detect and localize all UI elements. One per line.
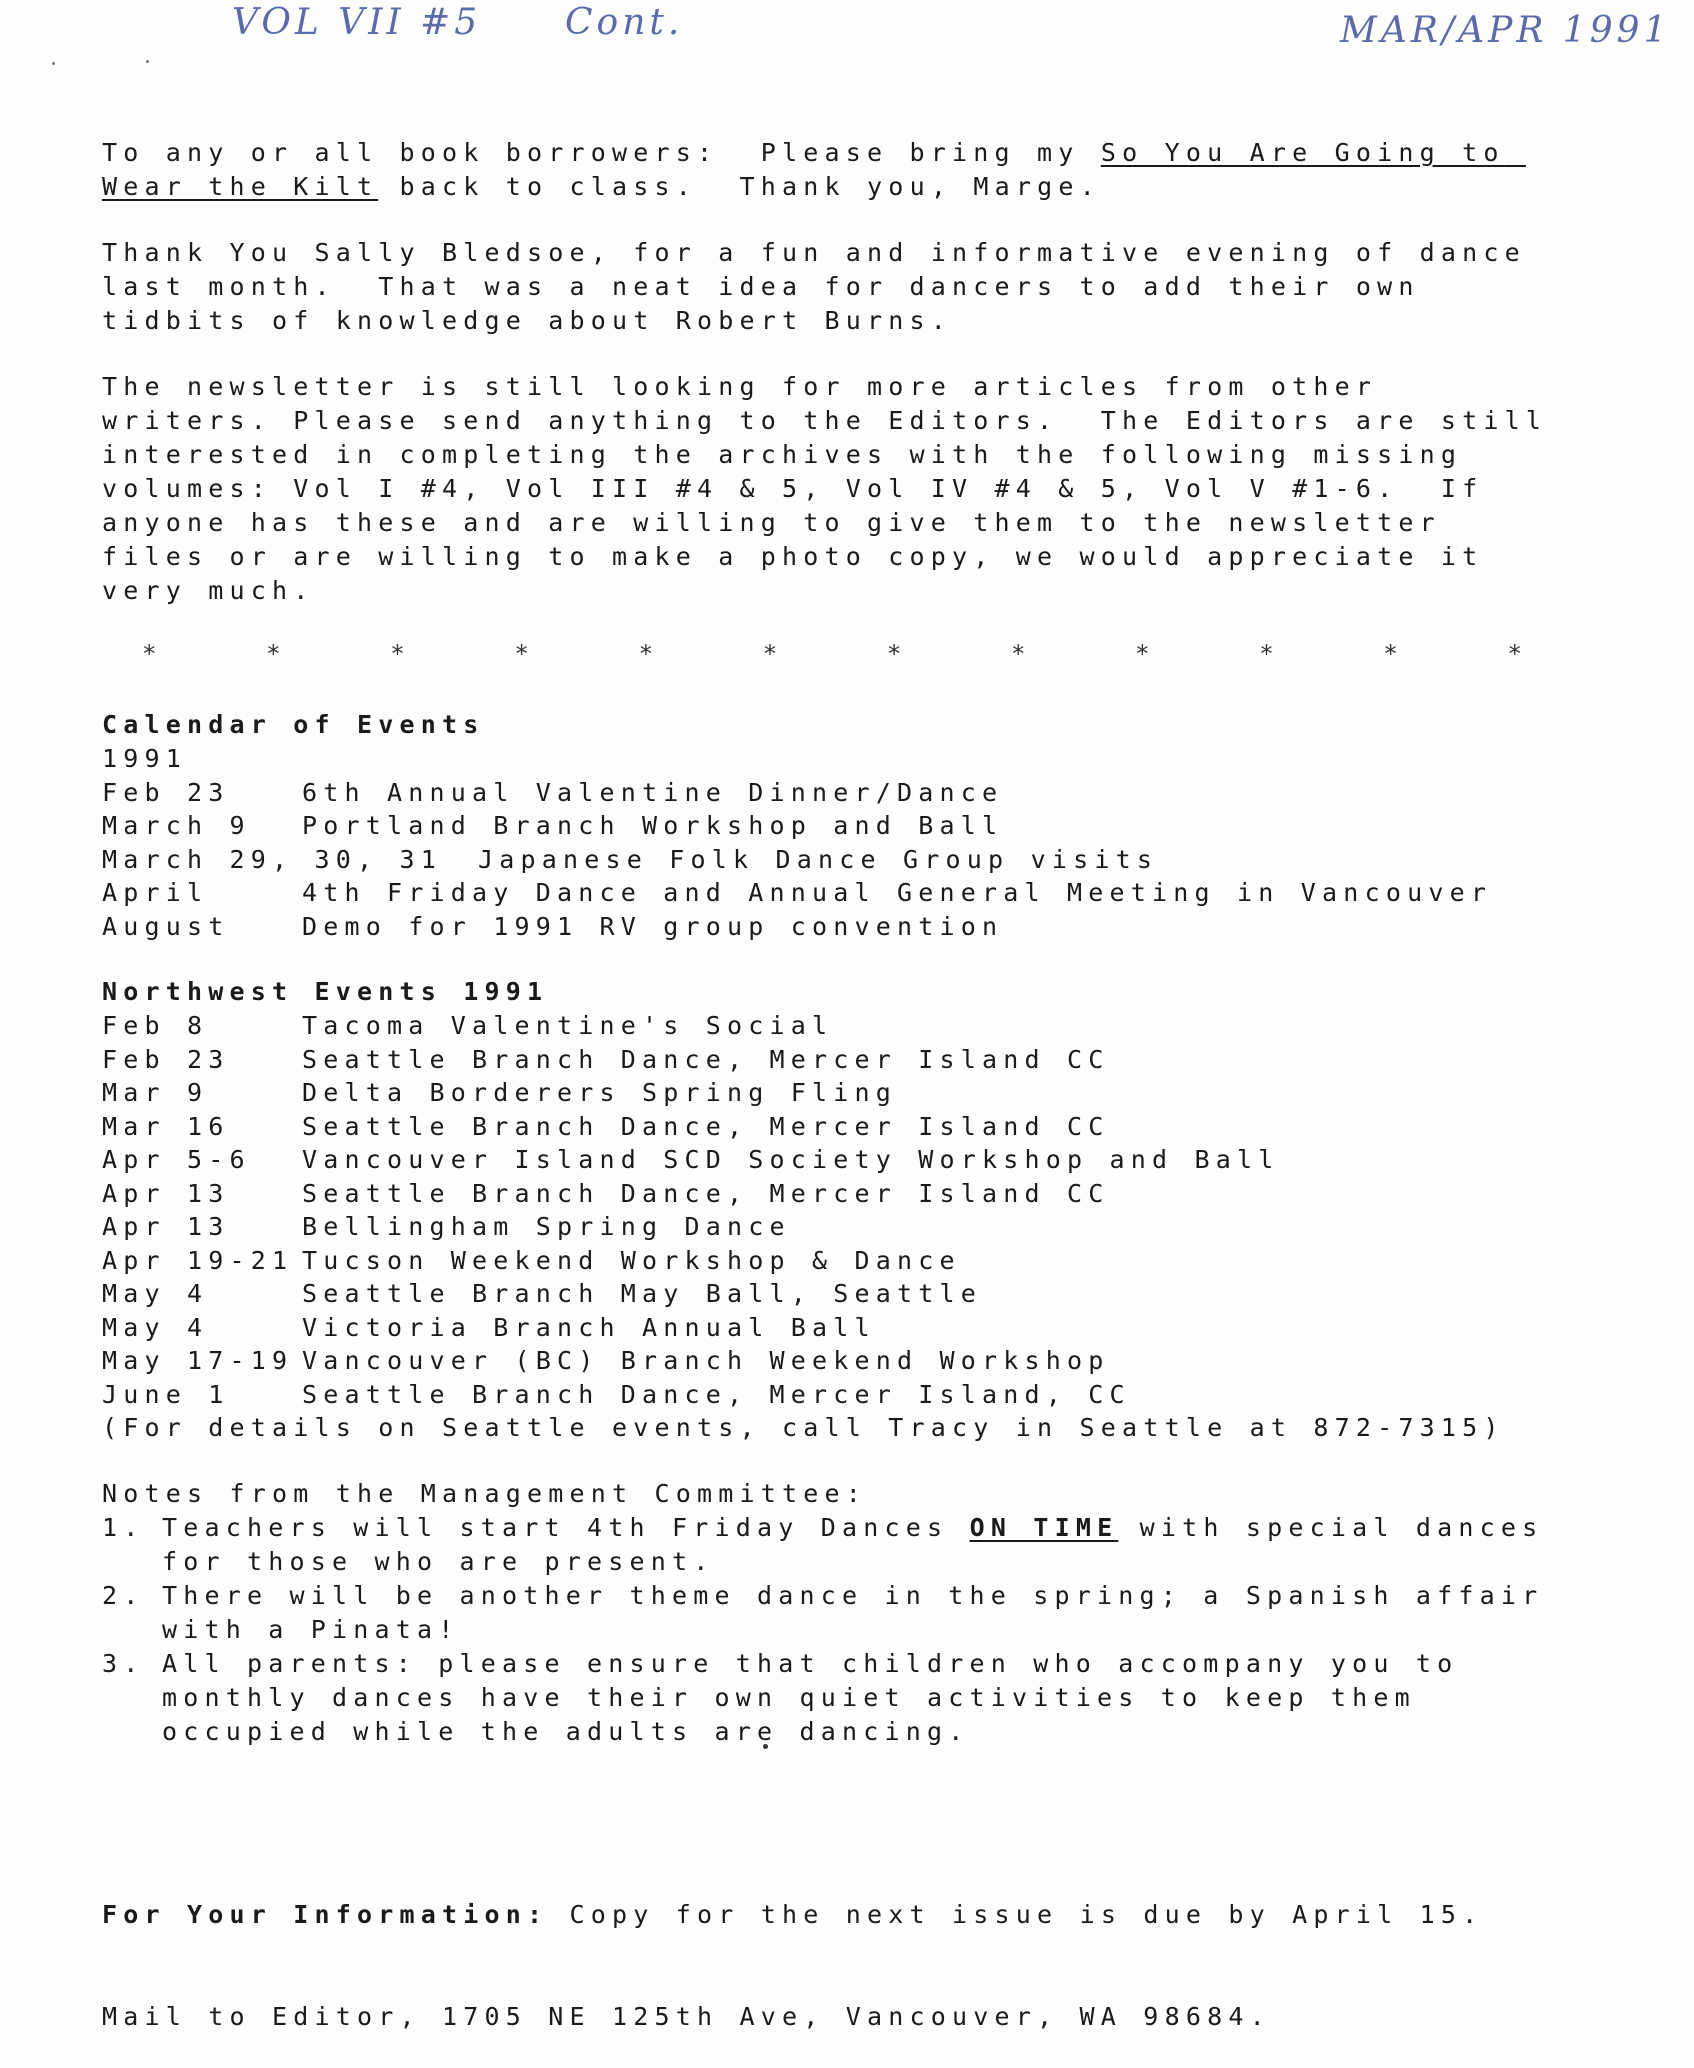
event-date: Mar 9 bbox=[102, 1078, 209, 1107]
northwest-event bbox=[102, 1244, 1562, 1278]
volume-annotation: VOL VII #5 bbox=[232, 2, 482, 43]
event-date: Feb 8 bbox=[102, 1011, 209, 1040]
separator-star: * bbox=[266, 640, 281, 668]
calendar-section bbox=[102, 708, 1562, 943]
management-heading: Notes from the Management Committee: bbox=[102, 1478, 868, 1508]
separator-star: * bbox=[762, 640, 778, 668]
event-date: Mar 16 bbox=[102, 1111, 230, 1141]
event-title: Seattle Branch Dance, Mercer Island CC bbox=[302, 1044, 1110, 1074]
northwest-heading: Northwest Events 1991 bbox=[102, 977, 549, 1006]
event-title: Seattle Branch Dance, Mercer Island CC bbox=[302, 1178, 1110, 1208]
event-date: Feb 23 bbox=[102, 777, 230, 807]
event-title: Japanese Folk Dance Group visits bbox=[478, 844, 1159, 874]
fyi-block bbox=[102, 1830, 1562, 2068]
cont-annotation: Cont. bbox=[565, 2, 684, 43]
event-date: May 17-19 bbox=[102, 1346, 294, 1375]
event-title: Portland Branch Workshop and Ball bbox=[302, 811, 1004, 840]
event-date: Apr 13 bbox=[102, 1178, 230, 1208]
fyi-text: Copy for the next issue is due by April 15. bbox=[548, 1900, 1484, 1929]
event-title: Victoria Branch Annual Ball bbox=[302, 1312, 876, 1342]
book-notice bbox=[102, 136, 1562, 204]
fyi-line-1 bbox=[102, 1898, 1562, 1932]
calendar-event bbox=[102, 843, 1562, 877]
calendar-event bbox=[102, 910, 1562, 944]
note-text: There will be another theme dance in the spring; a Spanish affair with a Pinata! bbox=[162, 1580, 1544, 1644]
management-section bbox=[102, 1477, 1562, 1749]
event-date: June 1 bbox=[102, 1379, 230, 1409]
note-emphasis: ON TIME bbox=[969, 1512, 1119, 1542]
note-text bbox=[162, 1511, 1562, 1579]
event-date: Apr 19-21 bbox=[102, 1245, 294, 1275]
book-notice-suffix: back to class. Thank you, Marge. bbox=[378, 172, 1101, 201]
separator-star: * bbox=[1010, 640, 1026, 668]
note-number: 2. bbox=[102, 1580, 145, 1610]
separator-star: * bbox=[514, 640, 529, 668]
note-text-part: with special dances for those who are present. bbox=[162, 1512, 1544, 1576]
northwest-footnote: (For details on Seattle events, call Tracy in Seattle at 872-7315) bbox=[102, 1413, 1505, 1442]
book-title: So You Are Going to Wear the Kilt bbox=[102, 138, 1526, 201]
management-note bbox=[102, 1647, 1562, 1749]
newsletter-page bbox=[102, 136, 1569, 1781]
separator-star: * bbox=[886, 640, 902, 668]
separator-star: * bbox=[1135, 640, 1150, 668]
event-title: Seattle Branch May Ball, Seattle bbox=[302, 1279, 983, 1308]
thanks-paragraph: Thank You Sally Bledsoe, for a fun and informative evening of dance last month. That was a neat idea for dancers to add their own tidbits of knowledge about Robert Burns. bbox=[102, 238, 1548, 335]
separator-star: * bbox=[390, 640, 405, 668]
event-title: 4th Friday Dance and Annual General Meeting in Vancouver bbox=[302, 878, 1493, 907]
northwest-event bbox=[102, 1277, 1562, 1311]
northwest-event bbox=[102, 1110, 1562, 1144]
note-text: All parents: please ensure that children who accompany you to monthly dances have their own quiet activities to keep them occupied while the adults are dancing. bbox=[162, 1648, 1459, 1746]
event-date: Feb 23 bbox=[102, 1044, 230, 1074]
event-title: Delta Borderers Spring Fling bbox=[302, 1078, 898, 1107]
calendar-event bbox=[102, 809, 1562, 843]
event-title: Vancouver Island SCD Society Workshop and Ball bbox=[302, 1145, 1280, 1174]
event-date: August bbox=[102, 911, 230, 941]
calendar-year: 1991 bbox=[102, 744, 188, 773]
separator-star: * bbox=[1259, 640, 1274, 668]
note-number: 3. bbox=[102, 1648, 145, 1678]
star-separator bbox=[142, 640, 1522, 668]
event-title: Tacoma Valentine's Social bbox=[302, 1011, 834, 1040]
event-title: Bellingham Spring Dance bbox=[302, 1212, 791, 1241]
event-title: Tucson Weekend Workshop & Dance bbox=[302, 1245, 961, 1275]
northwest-event bbox=[102, 1076, 1562, 1110]
date-annotation: MAR/APR 1991 bbox=[1340, 10, 1671, 51]
management-note bbox=[102, 1579, 1562, 1647]
note-number: 1. bbox=[102, 1512, 145, 1542]
separator-star: * bbox=[142, 640, 157, 668]
event-date: March 9 bbox=[102, 811, 251, 840]
event-title: Seattle Branch Dance, Mercer Island, CC bbox=[302, 1379, 1131, 1409]
note-text-part: Teachers will start 4th Friday Dances bbox=[162, 1512, 970, 1542]
separator-star: * bbox=[1507, 640, 1522, 668]
separator-star: * bbox=[638, 640, 654, 668]
paper-speck bbox=[146, 60, 149, 63]
northwest-event bbox=[102, 1210, 1562, 1244]
management-note bbox=[102, 1511, 1562, 1579]
northwest-event bbox=[102, 1009, 1562, 1043]
northwest-event bbox=[102, 1378, 1562, 1412]
fyi-line-2: Mail to Editor, 1705 NE 125th Ave, Vancouver, WA 98684. bbox=[102, 2002, 1271, 2031]
event-date: May 4 bbox=[102, 1279, 209, 1308]
calendar-event bbox=[102, 876, 1562, 910]
event-date: Apr 13 bbox=[102, 1212, 230, 1241]
northwest-section bbox=[102, 975, 1562, 1445]
northwest-event bbox=[102, 1311, 1562, 1345]
northwest-event bbox=[102, 1177, 1562, 1211]
event-title: Seattle Branch Dance, Mercer Island CC bbox=[302, 1111, 1110, 1141]
newsletter-paragraph: The newsletter is still looking for more articles from other writers. Please send anything to the Editors. The Editors are still interested in completing the archives with the following missing volumes: Vol I #4, Vol III #4 & 5, Vol IV #4 & 5, Vol V #1-6. If anyone has these and are willing to give them to the newsletter files or are willing to make a photo copy, we would appreciate it very much. bbox=[102, 372, 1569, 605]
fyi-label: For Your Information: bbox=[102, 1900, 549, 1929]
event-title: Demo for 1991 RV group convention bbox=[302, 911, 1004, 941]
event-date: Apr 5-6 bbox=[102, 1145, 251, 1174]
calendar-event bbox=[102, 776, 1562, 810]
separator-star: * bbox=[1383, 640, 1398, 668]
northwest-event bbox=[102, 1143, 1562, 1177]
event-date: March 29, 30, 31 bbox=[102, 844, 443, 874]
paper-speck bbox=[52, 62, 55, 65]
book-notice-prefix: To any or all book borrowers: Please bring my bbox=[102, 138, 1101, 167]
event-date: April bbox=[102, 878, 209, 907]
calendar-heading: Calendar of Events bbox=[102, 710, 485, 739]
northwest-event bbox=[102, 1043, 1562, 1077]
event-title: 6th Annual Valentine Dinner/Dance bbox=[302, 777, 1004, 807]
event-date: May 4 bbox=[102, 1312, 209, 1342]
event-title: Vancouver (BC) Branch Weekend Workshop bbox=[302, 1346, 1110, 1375]
northwest-event bbox=[102, 1344, 1562, 1378]
